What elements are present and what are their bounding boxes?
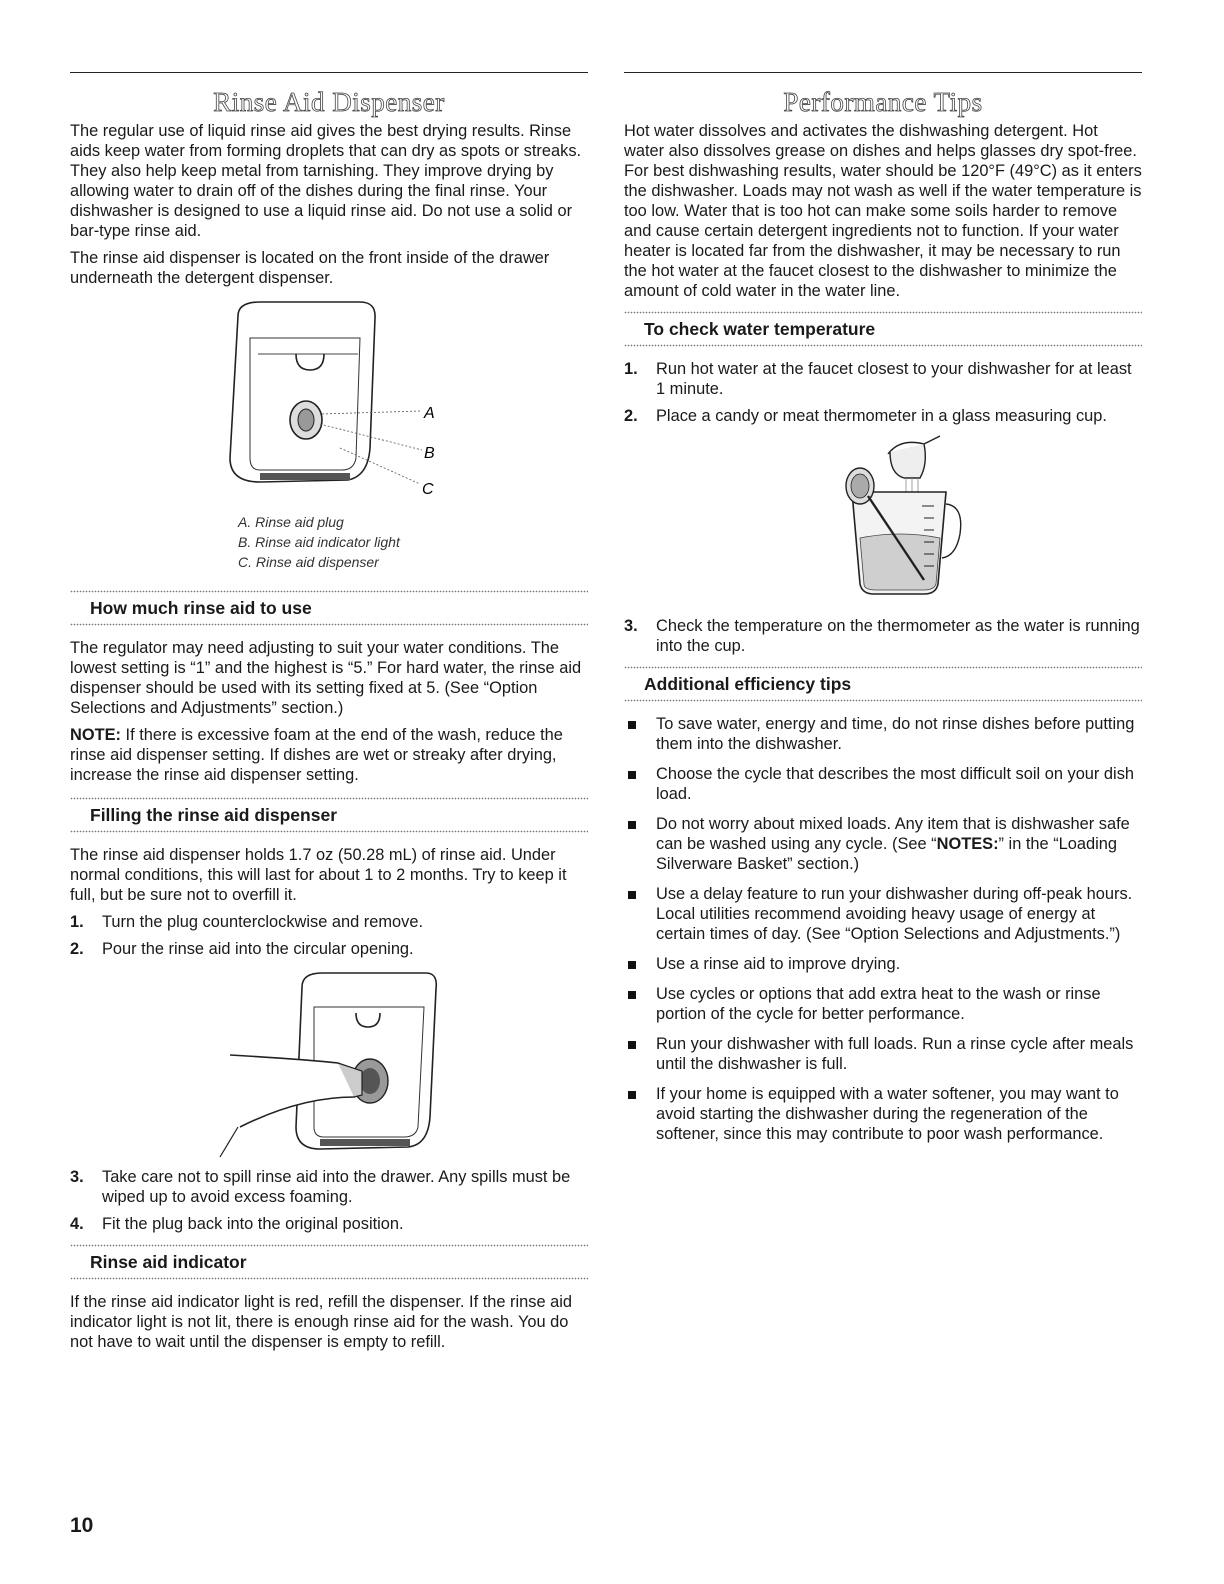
performance-intro: Hot water dissolves and activates the dishwashing detergent. Hot water also dissolves grease on dishes and helps glasses dry spot-free. For best dishwashing results, water should be 120°F (49°C) as it enters the dishwasher. Loads may not wash as well if the water temperature is too low. Water that is too hot can make some soils harder to remove and cause certain detergent ingredients not to function. If your water heater is located far from the dishwasher, it may be necessary to run the hot water at the faucet closest to the dishwasher to minimize the amount of cold water in the water line. <box>624 122 1142 300</box>
note-paragraph <box>70 725 588 785</box>
top-rule <box>70 72 588 73</box>
bullet-icon <box>624 984 656 1024</box>
rinse-intro-2: The rinse aid dispenser is located on the front inside of the drawer underneath the detergent dispenser. <box>70 249 550 287</box>
note-label: NOTE: <box>70 726 121 744</box>
step-item: 3. Take care not to spill rinse aid into the drawer. Any spills must be wiped up to avoid excess foaming. <box>70 1168 571 1206</box>
check-step-3 <box>624 616 1142 656</box>
dotted-rule <box>70 623 588 626</box>
step-item: 2. Place a candy or meat thermometer in a glass measuring cup. <box>624 407 1107 425</box>
note-text: If there is excessive foam at the end of the wash, reduce the rinse aid dispenser setting. If dishes are wet or streaky after drying, increase the rinse aid dispenser setting. <box>70 726 563 784</box>
bullet-icon <box>624 714 656 754</box>
rinse-intro-1: The regular use of liquid rinse aid gives the best drying results. Rinse aids keep water from forming droplets that can dry as spots or streaks. They also help keep metal from tarnishing. They improve drying by allowing water to drain off of the dishes during the final rinse. Your dishwasher is designed to use a liquid rinse aid. Do not use a solid or bar-type rinse aid. <box>70 122 582 240</box>
page-number: 10 <box>70 1514 94 1537</box>
pour-diagram <box>70 967 588 1159</box>
caption-c: C. Rinse aid dispenser <box>238 554 379 570</box>
bullet-icon <box>624 814 656 874</box>
list-item: To save water, energy and time, do not rinse dishes before putting them into the dishwasher. <box>624 714 1142 754</box>
step-item: 3. Check the temperature on the thermometer as the water is running into the cup. <box>624 617 1140 655</box>
dotted-rule <box>624 311 1142 314</box>
step-item: 2. Pour the rinse aid into the circular opening. <box>70 940 414 958</box>
dotted-rule <box>624 344 1142 347</box>
subhead-check-temp <box>624 311 1142 347</box>
rinse-aid-column <box>70 72 588 1359</box>
top-rule <box>624 72 1142 73</box>
label-c: C <box>422 481 434 498</box>
heading-filling: Filling the rinse aid dispenser <box>90 805 337 825</box>
step-item: 4. Fit the plug back into the original position. <box>70 1215 404 1233</box>
bullet-icon <box>624 884 656 944</box>
dispenser-diagram <box>70 298 588 508</box>
step-item: 1. Run hot water at the faucet closest to your dishwasher for at least 1 minute. <box>624 360 1132 398</box>
list-item: Choose the cycle that describes the most difficult soil on your dish load. <box>624 764 1142 804</box>
check-steps-1-2 <box>624 359 1142 426</box>
pour-rinse-aid-figure <box>70 967 588 1159</box>
how-much-paragraph: The regulator may need adjusting to suit your water conditions. The lowest setting is “1” and the highest is “5.” For hard water, the rinse aid dispenser should be used with its setting fixed at 5. (See “Option Selections and Adjustments” section.) <box>70 639 582 717</box>
section-title-rinse-aid: Rinse Aid Dispenser <box>213 87 445 117</box>
bullet-icon <box>624 764 656 804</box>
dotted-rule <box>70 797 588 800</box>
list-item: Use a delay feature to run your dishwasher during off-peak hours. Local utilities recommend avoiding heavy usage of energy at certain times of day. (See “Option Selections and Adjustments.”) <box>624 884 1142 944</box>
dotted-rule <box>70 1244 588 1247</box>
heading-efficiency: Additional efficiency tips <box>644 674 852 694</box>
rinse-aid-dispenser-figure <box>70 298 588 508</box>
filling-steps-1-2 <box>70 912 588 959</box>
thermometer-diagram <box>624 434 1142 602</box>
bullet-icon <box>624 954 656 974</box>
list-item: If your home is equipped with a water softener, you may want to avoid starting the dishwasher during the regeneration of the softener, since this may contribute to poor wash performance. <box>624 1084 1142 1144</box>
dotted-rule <box>70 1277 588 1280</box>
filling-steps-3-4 <box>70 1167 588 1234</box>
heading-how-much: How much rinse aid to use <box>90 598 312 618</box>
subhead-efficiency <box>624 666 1142 702</box>
dotted-rule <box>624 666 1142 669</box>
subhead-how-much <box>70 590 588 626</box>
dotted-rule <box>70 590 588 593</box>
bullet-icon <box>624 1084 656 1144</box>
label-b: B <box>424 445 435 462</box>
step-item: 1. Turn the plug counterclockwise and remove. <box>70 913 423 931</box>
list-item: Do not worry about mixed loads. Any item that is dishwasher safe can be washed using any cycle. (See “NOTES:” in the “Loading Silverware Basket” section.) <box>624 814 1142 874</box>
thermometer-cup-figure <box>624 434 1142 602</box>
filling-paragraph: The rinse aid dispenser holds 1.7 oz (50.28 mL) of rinse aid. Under normal conditions, this will last for about 1 to 2 months. Try to keep it full, but be sure not to overfill it. <box>70 846 567 904</box>
subhead-filling <box>70 797 588 833</box>
section-title-performance: Performance Tips <box>783 87 983 117</box>
indicator-paragraph: If the rinse aid indicator light is red, refill the dispenser. If the rinse aid indicator light is not lit, there is enough rinse aid for the wash. You do not have to wait until the dispenser is empty to refill. <box>70 1293 572 1351</box>
heading-check-temp: To check water temperature <box>644 319 876 339</box>
list-item: Use cycles or options that add extra heat to the wash or rinse portion of the cycle for better performance. <box>624 984 1142 1024</box>
list-item: Use a rinse aid to improve drying. <box>624 954 1142 974</box>
bullet-icon <box>624 1034 656 1074</box>
efficiency-tips-list <box>624 714 1142 1144</box>
performance-tips-column <box>624 72 1142 1154</box>
caption-a: A. Rinse aid plug <box>238 514 344 530</box>
figure-captions <box>70 512 588 572</box>
subhead-indicator <box>70 1244 588 1280</box>
dotted-rule <box>70 830 588 833</box>
list-item: Run your dishwasher with full loads. Run a rinse cycle after meals until the dishwasher is full. <box>624 1034 1142 1074</box>
heading-indicator: Rinse aid indicator <box>90 1252 247 1272</box>
label-a: A <box>424 405 435 422</box>
dotted-rule <box>624 699 1142 702</box>
caption-b: B. Rinse aid indicator light <box>238 534 400 550</box>
